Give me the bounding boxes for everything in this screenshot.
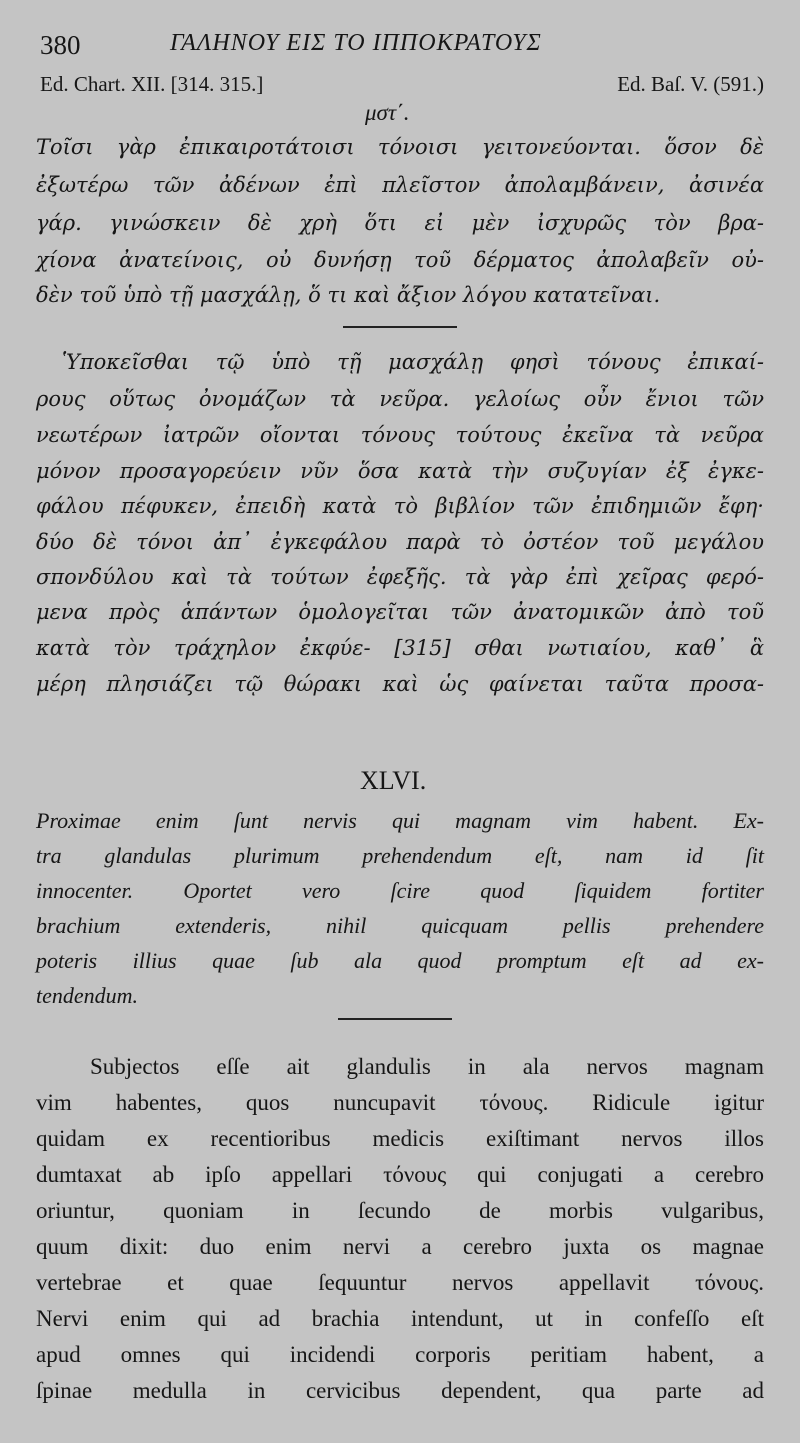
- greek-commentary-line: μόνον προσαγορεύειν νῦν ὅσα κατὰ τὴν συζυγίαν ἐξ ἐγκε-: [36, 459, 764, 483]
- running-title: ΓΑΛΗΝΟΥ ΕΙΣ ΤΟ ΙΠΠΟΚΡΑΤΟΥΣ: [170, 30, 542, 56]
- latin-aphorism-line: innocenter. Oportet vero ſcire quod ſiquidem fortiter: [36, 878, 764, 903]
- page-number: 380: [40, 30, 81, 60]
- greek-commentary-line: νεωτέρων ἰατρῶν οἴονται τόνους τούτους ἐκεῖνα τὰ νεῦρα: [36, 423, 764, 447]
- latin-aphorism-line: tra glandulas plurimum prehendendum eſt, nam id ſit: [36, 843, 764, 868]
- greek-commentary-line: ρους οὕτως ὀνομάζων τὰ νεῦρα. γελοίως οὖν ἔνιοι τῶν: [36, 387, 764, 411]
- greek-commentary-line: μενα πρὸς ἁπάντων ὁμολογεῖται τῶν ἀνατομικῶν ἀπὸ τοῦ: [36, 600, 764, 624]
- greek-aphorism-line: ἐξωτέρω τῶν ἀδένων ἐπὶ πλεῖστον ἀπολαμβάνειν, ἀσινέα: [36, 173, 764, 197]
- latin-commentary-line: quum dixit: duo enim nervi a cerebro juxta os magnae: [36, 1234, 764, 1259]
- section-number: μστ΄.: [365, 100, 410, 125]
- latin-commentary-line: Nervi enim qui ad brachia intendunt, ut in confeſſo eſt: [36, 1306, 764, 1331]
- greek-aphorism-line: δὲν τοῦ ὑπὸ τῇ μασχάλῃ, ὅ τι καὶ ἄξιον λόγου κατατεῖναι.: [36, 283, 661, 307]
- latin-commentary-line: vertebrae et quae ſequuntur nervos appellavit τόνους.: [36, 1270, 764, 1295]
- latin-commentary-line: oriuntur, quoniam in ſecundo de morbis vulgaribus,: [36, 1198, 764, 1223]
- section-divider: [338, 1018, 452, 1020]
- latin-aphorism-line: poteris illius quae ſub ala quod promptum eſt ad ex-: [36, 948, 764, 973]
- greek-aphorism-line: γάρ. γινώσκειν δὲ χρὴ ὅτι εἰ μὲν ἰσχυρῶς τὸν βρα-: [36, 211, 764, 235]
- latin-aphorism-line: tendendum.: [36, 983, 139, 1008]
- latin-commentary-line: apud omnes qui incidendi corporis peritiam habent, a: [36, 1342, 764, 1367]
- greek-commentary-line: κατὰ τὸν τράχηλον ἐκφύε- [315] σθαι νωτιαίου, καθ᾽ ἃ: [36, 636, 764, 660]
- latin-commentary-line: dumtaxat ab ipſo appellari τόνους qui conjugati a cerebro: [36, 1162, 764, 1187]
- greek-commentary-line: φάλου πέφυκεν, ἐπειδὴ κατὰ τὸ βιβλίον τῶν ἐπιδημιῶν ἔφη·: [36, 494, 764, 518]
- latin-section-heading: XLVI.: [360, 766, 427, 795]
- greek-aphorism-line: χίονα ἀνατείνοις, οὐ δυνήσῃ τοῦ δέρματος ἀπολαβεῖν οὐ-: [36, 248, 764, 272]
- section-divider: [343, 326, 457, 328]
- greek-commentary-line: μέρη πλησιάζει τῷ θώρακι καὶ ὡς φαίνεται ταῦτα προσα-: [36, 672, 764, 696]
- latin-commentary-line: ſpinae medulla in cervicibus dependent, qua parte ad: [36, 1378, 764, 1403]
- edition-reference-left: Ed. Chart. XII. [314. 315.]: [40, 72, 264, 96]
- greek-commentary-line: δύο δὲ τόνοι ἀπ᾽ ἐγκεφάλου παρὰ τὸ ὀστέον τοῦ μεγάλου: [36, 530, 764, 554]
- latin-aphorism-line: Proximae enim ſunt nervis qui magnam vim habent. Ex-: [36, 808, 764, 833]
- latin-commentary-line: Subjectos eſſe ait glandulis in ala nervos magnam: [90, 1054, 764, 1079]
- edition-reference-right: Ed. Baſ. V. (591.): [617, 72, 764, 96]
- greek-aphorism-line: Τοῖσι γὰρ ἐπικαιροτάτοισι τόνοισι γειτονεύονται. ὅσον δὲ: [36, 135, 764, 159]
- greek-commentary-line: Ὑποκεῖσθαι τῷ ὑπὸ τῇ μασχάλῃ φησὶ τόνους ἐπικαί-: [62, 350, 764, 374]
- latin-aphorism-line: brachium extenderis, nihil quicquam pellis prehendere: [36, 913, 764, 938]
- latin-commentary-line: vim habentes, quos nuncupavit τόνους. Ridicule igitur: [36, 1090, 764, 1115]
- greek-commentary-line: σπονδύλου καὶ τὰ τούτων ἐφεξῆς. τὰ γὰρ ἐπὶ χεῖρας φερό-: [36, 565, 764, 589]
- latin-commentary-line: quidam ex recentioribus medicis exiſtimant nervos illos: [36, 1126, 764, 1151]
